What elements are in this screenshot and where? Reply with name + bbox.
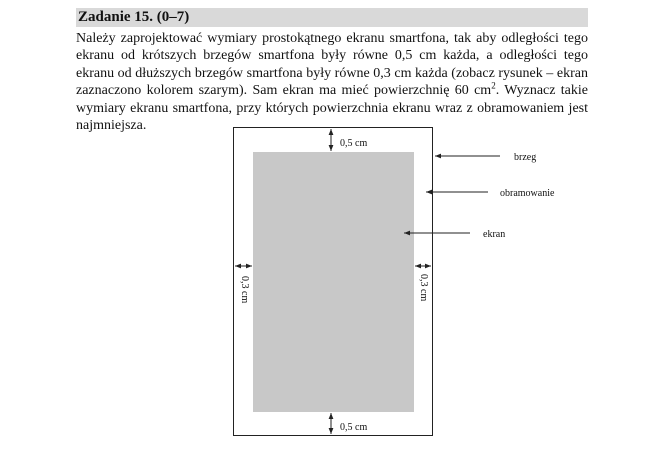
callout-frame [426, 188, 555, 199]
left-margin-label: 0,3 cm [239, 276, 250, 304]
right-margin-label: 0,3 cm [418, 274, 429, 302]
task-text-part1: Należy zaprojektować wymiary prostokątnego ekranu smartfona, tak aby odległości tego ekranu od krótszych brzegów smartfona były równe 0,5 cm każda, a odległości tego ekranu od dłuższych brzegów smartfona były równe 0,3 cm każda (zobacz rysunek – ekran zaznaczono kolorem szarym). Sam ekran ma mieć powierzchnię 60 [76, 31, 588, 99]
callout-screen-label: ekran [483, 229, 506, 240]
task-text-part2: . Wyznacz takie wymiary ekranu smartfona, przy których powierzchnia ekranu wraz z obramowaniem jest najmniejsza. [76, 83, 589, 134]
callout-edge [435, 152, 536, 163]
callout-frame-label: obramowanie [500, 188, 555, 199]
unit-cm: cm [474, 83, 492, 99]
callout-edge-label: brzeg [514, 152, 537, 163]
task-title: Zadanie 15. (0–7) [78, 9, 190, 25]
unit-exponent: 2 [491, 80, 496, 91]
top-margin-label: 0,5 cm [340, 138, 368, 149]
bottom-margin-label: 0,5 cm [340, 422, 368, 433]
phone-screen [253, 152, 414, 412]
